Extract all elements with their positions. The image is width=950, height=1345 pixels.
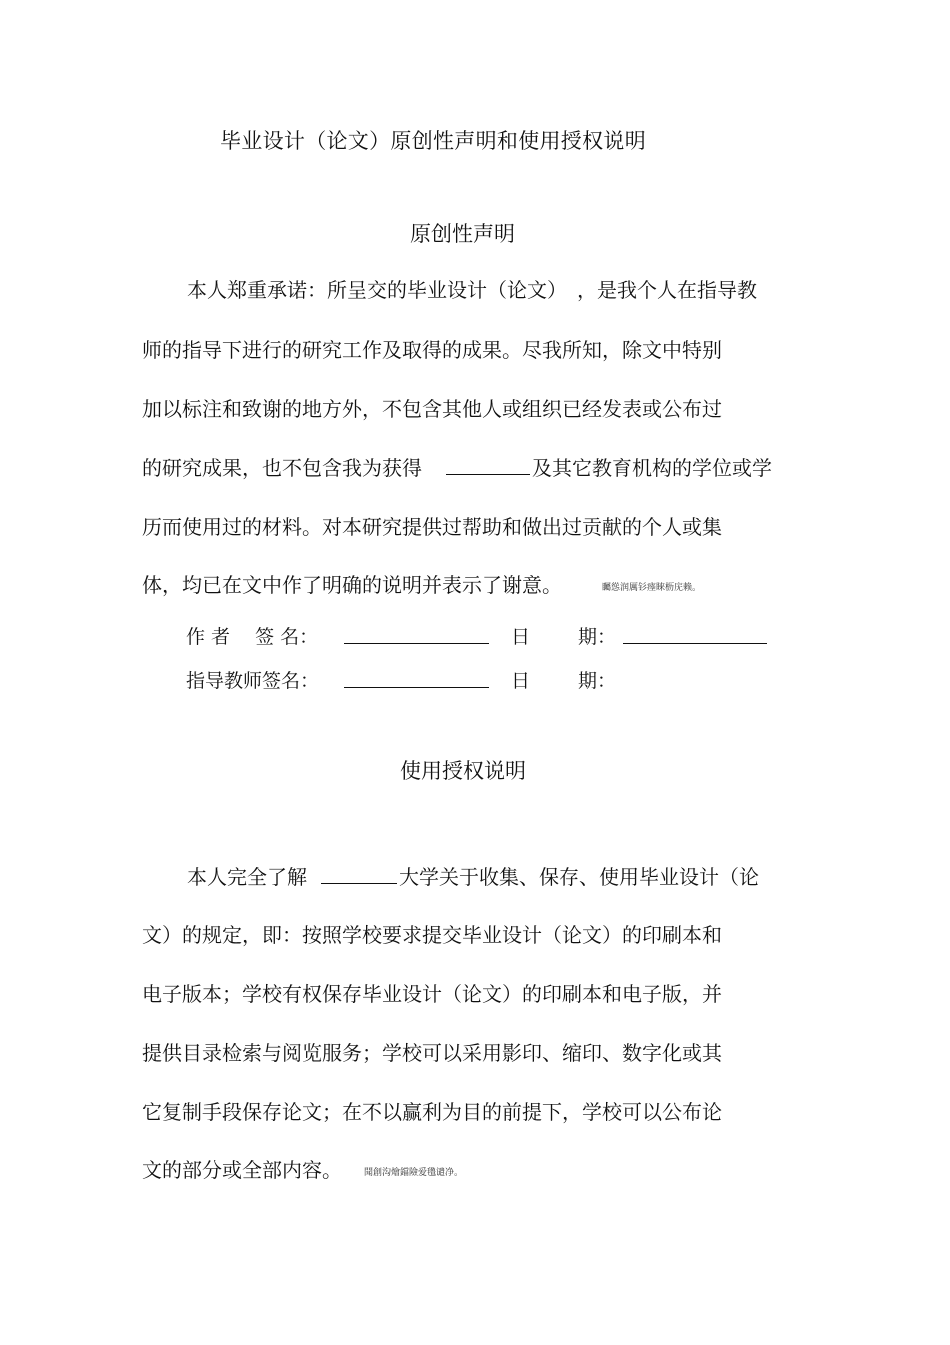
originality-line-2: 师的指导下进行的研究工作及取得的成果。尽我所知，除文中特别 [142,338,722,362]
date-line-1 [623,642,767,644]
originality-heading: 原创性声明 [410,222,515,246]
authorization-line-2: 文）的规定，即：按照学校要求提交毕业设计（论文）的印刷本和 [142,923,722,947]
originality-line-3: 加以标注和致谢的地方外，不包含其他人或组织已经发表或公布过 [142,397,722,421]
date-label-2b: 期： [578,670,617,692]
authorization-line-4: 提供目录检索与阅览服务；学校可以采用影印、缩印、数字化或其 [142,1041,722,1065]
degree-blank [446,456,530,475]
originality-line-5: 历而使用过的材料。对本研究提供过帮助和做出过贡献的个人或集 [142,515,722,539]
authorization-line-5: 它复制手段保存论文；在不以赢利为目的前提下，学校可以公布论 [142,1100,722,1124]
date-label-1b: 期： [578,626,617,648]
document-title: 毕业设计（论文）原创性声明和使用授权说明 [220,129,646,153]
originality-line-6-text: 体，均已在文中作了明确的说明并表示了谢意。 [142,573,562,597]
date-label-1a: 日 [511,626,531,648]
authorization-line-3: 电子版本；学校有权保存毕业设计（论文）的印刷本和电子版，并 [142,982,722,1006]
garbled-note-2: 聞創沟燴鐺險爱氇谴净。 [364,1168,464,1178]
originality-line-6 [142,569,701,598]
author-signature-label: 作 者 签 名： [186,626,319,648]
garbled-note-1: 矚慫润厲钐瘗睞枥庑赖。 [602,583,702,593]
authorization-line-6 [142,1154,463,1183]
authorization-line-6-text: 文的部分或全部内容。 [142,1158,342,1182]
originality-line-4-end: 及其它教育机构的学位或学 [532,456,772,480]
authorization-line-1-end: 大学关于收集、保存、使用毕业设计（论 [399,865,759,889]
originality-line-1: 本人郑重承诺：所呈交的毕业设计（论文） ，是我个人在指导教 [187,278,757,302]
authorization-line-1 [187,861,759,890]
university-blank [321,865,397,884]
originality-line-4 [142,452,772,481]
advisor-signature-label: 指导教师签名： [186,670,320,692]
date-label-2a: 日 [511,670,531,692]
originality-line-4-start: 的研究成果，也不包含我为获得 [142,456,422,480]
authorization-heading: 使用授权说明 [400,759,526,783]
author-signature-line [344,642,489,644]
advisor-signature-line [344,686,489,688]
authorization-line-1-start: 本人完全了解 [187,865,307,889]
